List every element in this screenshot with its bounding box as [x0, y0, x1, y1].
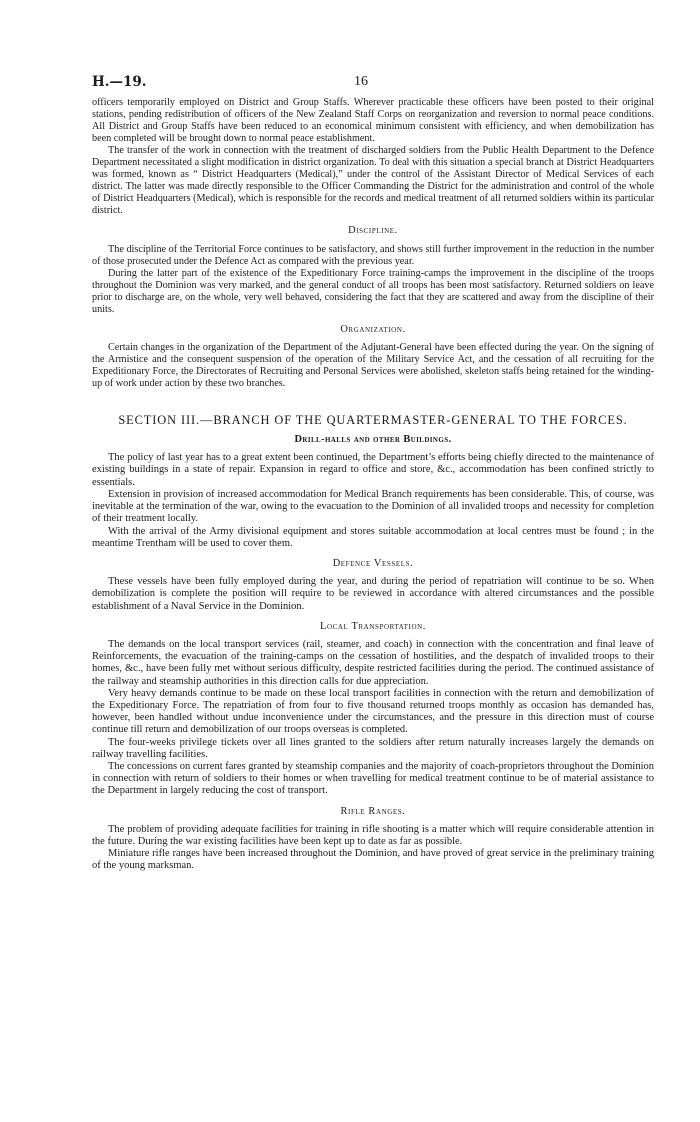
- paragraph: The discipline of the Territorial Force continues to be satisfactory, and shows still further improvement in the reduction in the number of those prosecuted under the Defence Act as compared with the previous year.: [92, 243, 654, 267]
- heading-defence-vessels: Defence Vessels.: [332, 557, 414, 569]
- section-title: SECTION III.—BRANCH OF THE QUARTERMASTER-GENERAL TO THE FORCES.: [118, 413, 628, 428]
- heading-organization: Organization.: [340, 323, 406, 335]
- paragraph: With the arrival of the Army divisional equipment and stores suitable accommodation at local centres must be found ; in the meantime Trentham will be used to cover them.: [92, 525, 654, 549]
- paragraph: The problem of providing adequate facilities for training in rifle shooting is a matter which will require considerable attention in the future. During the war existing facilities have been kept up to date as far as possible.: [92, 823, 654, 847]
- heading-drill-halls: Drill-halls and other Buildings.: [294, 434, 452, 446]
- paragraph: The four-weeks privilege tickets over all lines granted to the soldiers after return naturally increases largely the demands on railway travelling facilities.: [92, 736, 654, 760]
- section-body: [92, 434, 654, 873]
- page-body: [92, 97, 654, 873]
- document-reference: H.—19.: [92, 74, 147, 90]
- paragraph: The demands on the local transport services (rail, steamer, and coach) in connection with the concentration and final leave of Reinforcements, the evacuation of the training-camps on the cessation of hostilities, and the despatch of invalided troops to their homes, &c., have been fully met without serious difficulty, despite restricted facilities during the period. The continued assistance of the railway and steamship authorities in this direction calls for due appreciation.: [92, 638, 654, 687]
- paragraph: The policy of last year has to a great extent been continued, the Department’s efforts being chiefly directed to the maintenance of existing buildings in a state of repair. Expansion in regard to office and store, &c., accommodation has been confined strictly to essentials.: [92, 452, 654, 488]
- paragraph: officers temporarily employed on District and Group Staffs. Wherever practicable these officers have been posted to their original stations, pending redistribution of officers of the New Zealand Staff Corps on reorganization and reversion to normal peace conditions. All District and Group Staffs have been reduced to an economical minimum consistent with efficiency, and when demobilization has been completed will be brought down to normal peace establishment.: [92, 97, 654, 145]
- paragraph: Extension in provision of increased accommodation for Medical Branch requirements has been considerable. This, of course, was inevitable at the termination of the war, owing to the evacuation to the Dominion of all invalided troops and necessity for completion of their treatment locally.: [92, 488, 654, 525]
- page-number: 16: [354, 74, 368, 89]
- heading-discipline: Discipline.: [348, 225, 398, 237]
- paragraph: These vessels have been fully employed during the year, and during the period of repatriation will continue to be so. When demobilization is complete the position will require to be reviewed in accordance with altered circumstances and the possible establishment of a Naval Service in the Dominion.: [92, 576, 654, 612]
- heading-rifle-ranges: Rifle Ranges.: [340, 805, 406, 817]
- heading-local-transportation: Local Transportation.: [320, 620, 426, 632]
- paragraph: Miniature rifle ranges have been increased throughout the Dominion, and have proved of great service in the preliminary training of the young marksman.: [92, 848, 654, 872]
- page-header: [92, 74, 630, 94]
- paragraph: Certain changes in the organization of the Department of the Adjutant-General have been effected during the year. On the signing of the Armistice and the consequent suspension of the operation of the Military Service Act, and the cessation of all recruiting for the Expeditionary Force, the Directorates of Recruiting and Personal Services were abolished, skeleton staffs being retained for the winding-up of work under action by these two branches.: [92, 341, 654, 389]
- paragraph: The transfer of the work in connection with the treatment of discharged soldiers from the Public Health Department to the Defence Department necessitated a slight modification in district organization. To deal with this situation a special branch at District Headquarters was formed, known as “ District Headquarters (Medical),” under the control of the Assistant Director of Medical Services of each district. The latter was made directly responsible to the Officer Commanding the District for the administration and control of the whole of District Headquarters (Medical), which is responsible for the records and medical treatment of all returned soldiers within its particular district.: [92, 145, 654, 217]
- paragraph: The concessions on current fares granted by steamship companies and the majority of coach-proprietors throughout the Dominion in connection with return of soldiers to their homes or when travelling for medical treatment continue to be of material assistance to the Department in largely reducing the cost of transport.: [92, 760, 654, 797]
- paragraph: Very heavy demands continue to be made on these local transport facilities in connection with the return and demobilization of the Expeditionary Force. The repatriation of from four to five thousand returned troops monthly as occasion has demanded has, however, been handled without undue inconvenience under the circumstances, and the pressure in this direction must of course continue till return and demobilization of our troops overseas is completed.: [92, 687, 654, 736]
- paragraph: During the latter part of the existence of the Expeditionary Force training-camps the improvement in the discipline of the troops throughout the Dominion was very marked, and the general conduct of all troops has been most satisfactory. Returned soldiers on leave prior to discharge are, on the whole, very well behaved, considering the fact that they are scattered and away from the discipline of their units.: [92, 267, 654, 315]
